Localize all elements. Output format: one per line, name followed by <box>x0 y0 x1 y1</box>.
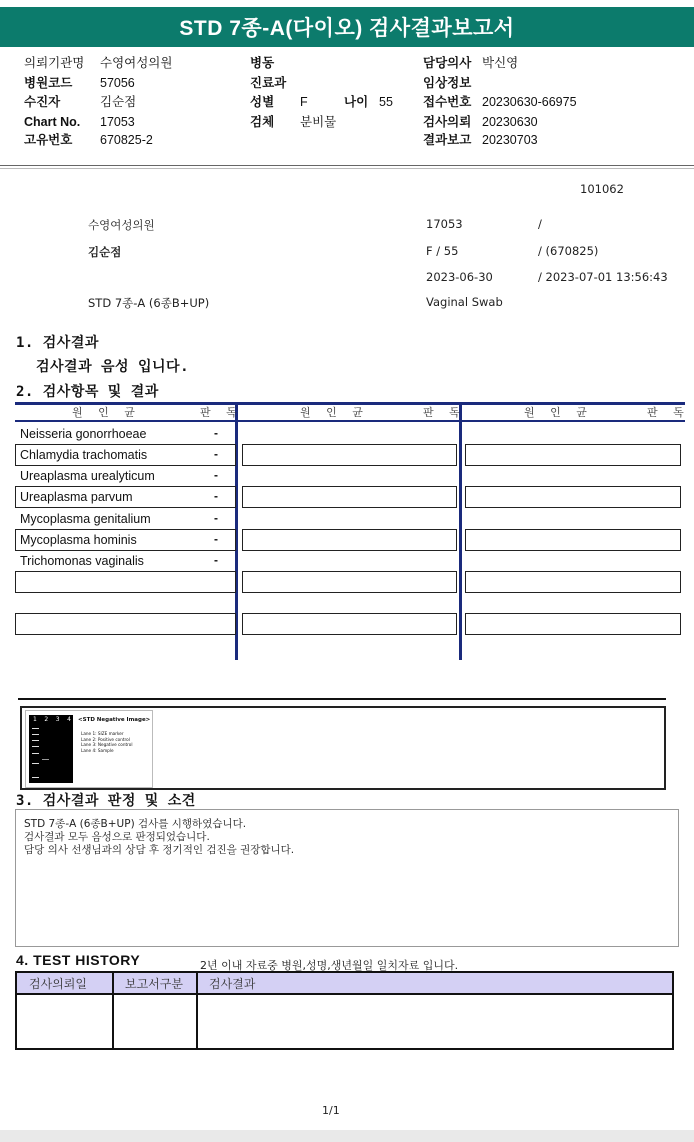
gel-band <box>32 753 39 754</box>
receipt-value: 20230630-66975 <box>482 95 577 109</box>
unique-value: 670825-2 <box>100 133 153 147</box>
gel-legend <box>81 731 133 753</box>
header-divider-shadow <box>0 168 694 169</box>
pathogen-name: Trichomonas vaginalis <box>20 554 144 568</box>
pathogen-name: Neisseria gonorrhoeae <box>20 427 147 441</box>
doctor-value: 박신영 <box>482 56 519 70</box>
page-number: 1/1 <box>322 1104 340 1117</box>
col-header-pathogen-1: 원 인 균 <box>72 406 141 419</box>
pathogen-result: - <box>214 426 218 440</box>
meta-date-report: / 2023-07-01 13:56:43 <box>538 270 668 284</box>
gel-legend-item: Lane 2: Positive control <box>81 736 130 742</box>
pathogen-result: - <box>214 447 218 461</box>
meta-test: STD 7종-A (6종B+UP) <box>88 296 210 310</box>
findings-box <box>15 809 679 947</box>
request-value: 20230630 <box>482 115 538 129</box>
meta-birth: / (670825) <box>538 244 599 258</box>
history-col-report-type: 보고서구분 <box>113 973 197 993</box>
pathogen-name: Ureaplasma urealyticum <box>20 469 155 483</box>
meta-clinic: 수영여성의원 <box>88 218 155 232</box>
col-header-result-3: 판 독 <box>647 406 690 419</box>
receipt-label: 접수번호 <box>423 95 472 109</box>
table-divider-2 <box>459 402 462 660</box>
lane-number: 2 <box>44 716 49 723</box>
history-col-request-date: 검사의뢰일 <box>17 973 113 993</box>
lane-number: 1 <box>33 716 37 723</box>
history-col-result: 검사결과 <box>197 973 672 993</box>
history-table <box>15 971 674 1050</box>
patient-label: 수진자 <box>24 95 61 109</box>
report-date-value: 20230703 <box>482 133 538 147</box>
row-box <box>465 571 681 593</box>
pathogen-name: Mycoplasma genitalium <box>20 512 151 526</box>
section3-title: 3. 검사결과 판정 및 소견 <box>16 793 196 809</box>
gel-band <box>32 728 39 729</box>
gel-legend-item: Lane 1: SIZE marker <box>81 731 124 736</box>
section1-result: 검사결과 음성 입니다. <box>36 359 190 375</box>
doctor-label: 담당의사 <box>423 56 472 70</box>
gel-photo <box>29 715 73 783</box>
findings-line: STD 7종-A (6종B+UP) 검사를 시행하였습니다. <box>24 818 247 830</box>
gel-image-panel <box>25 710 153 788</box>
pathogen-result: - <box>214 468 218 482</box>
gel-band <box>32 734 39 735</box>
row-box <box>465 613 681 635</box>
gel-band <box>32 777 39 778</box>
clinical-label: 임상정보 <box>423 76 472 90</box>
meta-date-request: 2023-06-30 <box>426 270 493 284</box>
row-box <box>242 529 457 551</box>
row-box <box>465 486 681 508</box>
col-header-pathogen-3: 원 인 균 <box>524 406 593 419</box>
history-col-divider <box>196 973 198 1048</box>
pathogen-result: - <box>214 553 218 567</box>
lane-number: 3 <box>55 716 60 723</box>
history-header-rule <box>17 993 672 995</box>
section4-title: 4. TEST HISTORY <box>16 952 141 968</box>
report-date-label: 결과보고 <box>423 133 472 147</box>
pathogen-result: - <box>214 489 218 503</box>
section2-title: 2. 검사항목 및 결과 <box>16 384 159 400</box>
gel-band <box>32 740 39 741</box>
gel-band <box>42 759 49 760</box>
history-note: 2년 이내 자료중 병원,성명,생년월일 일치자료 입니다. <box>200 959 459 972</box>
row-box <box>242 486 457 508</box>
code-value: 57056 <box>100 76 135 90</box>
hospital-value: 수영여성의원 <box>100 56 173 70</box>
ward-label: 병동 <box>250 56 275 70</box>
col-header-result-1: 판 독 <box>200 406 243 419</box>
sex-value: F <box>300 95 308 109</box>
meta-name: 김순점 <box>88 245 122 259</box>
unique-label: 고유번호 <box>24 133 73 147</box>
row-box <box>465 529 681 551</box>
meta-slash: / <box>538 217 542 231</box>
gel-band <box>32 763 39 764</box>
gel-lane-numbers <box>31 716 73 723</box>
row-box <box>242 444 457 466</box>
report-title: STD 7종-A(다이오) 검사결과보고서 <box>0 7 694 47</box>
pathogen-name: Mycoplasma hominis <box>20 533 137 547</box>
meta-chart: 17053 <box>426 217 463 231</box>
row-box <box>15 613 236 635</box>
section1-title: 1. 검사결과 <box>16 335 99 351</box>
pathogen-result: - <box>214 511 218 525</box>
code-label: 병원코드 <box>24 76 73 90</box>
gel-legend-item: Lane 3: Negative control <box>81 742 133 747</box>
header-divider <box>0 165 694 166</box>
specimen-value: 분비물 <box>300 115 337 129</box>
chart-value: 17053 <box>100 115 135 129</box>
history-col-divider <box>112 973 114 1048</box>
col-header-pathogen-2: 원 인 균 <box>300 406 369 419</box>
age-value: 55 <box>379 95 393 109</box>
request-label: 검사의뢰 <box>423 115 472 129</box>
gel-band <box>32 746 39 747</box>
pathogen-result: - <box>214 532 218 546</box>
chart-label: Chart No. <box>24 115 81 129</box>
pathogen-name: Chlamydia trachomatis <box>20 448 148 462</box>
row-box <box>465 444 681 466</box>
gel-legend-item: Lane 4: Sample <box>81 747 114 753</box>
lane-number: 4 <box>67 716 71 723</box>
patient-value: 김순점 <box>100 95 137 109</box>
pathogen-name: Ureaplasma parvum <box>20 490 133 504</box>
dept-label: 진료과 <box>250 76 287 90</box>
meta-code: 101062 <box>580 182 624 196</box>
findings-line: 담당 의사 선생님과의 상담 후 정기적인 검진을 권장합니다. <box>24 844 295 856</box>
row-box <box>242 571 457 593</box>
table-header-rule <box>15 420 685 422</box>
sex-label: 성별 <box>250 95 275 109</box>
hospital-label: 의뢰기관명 <box>24 56 85 70</box>
findings-line: 검사결과 모두 음성으로 판정되었습니다. <box>24 831 210 843</box>
col-header-result-2: 판 독 <box>423 406 466 419</box>
page-bottom-bar <box>0 1130 694 1142</box>
row-box <box>15 571 236 593</box>
meta-specimen: Vaginal Swab <box>426 295 503 309</box>
row-box <box>242 613 457 635</box>
gel-heading: <STD Negative Image> <box>78 717 151 723</box>
age-label: 나이 <box>344 95 369 109</box>
specimen-label: 검체 <box>250 115 275 129</box>
meta-sex-age: F / 55 <box>426 244 459 258</box>
gel-top-rule <box>18 698 666 700</box>
